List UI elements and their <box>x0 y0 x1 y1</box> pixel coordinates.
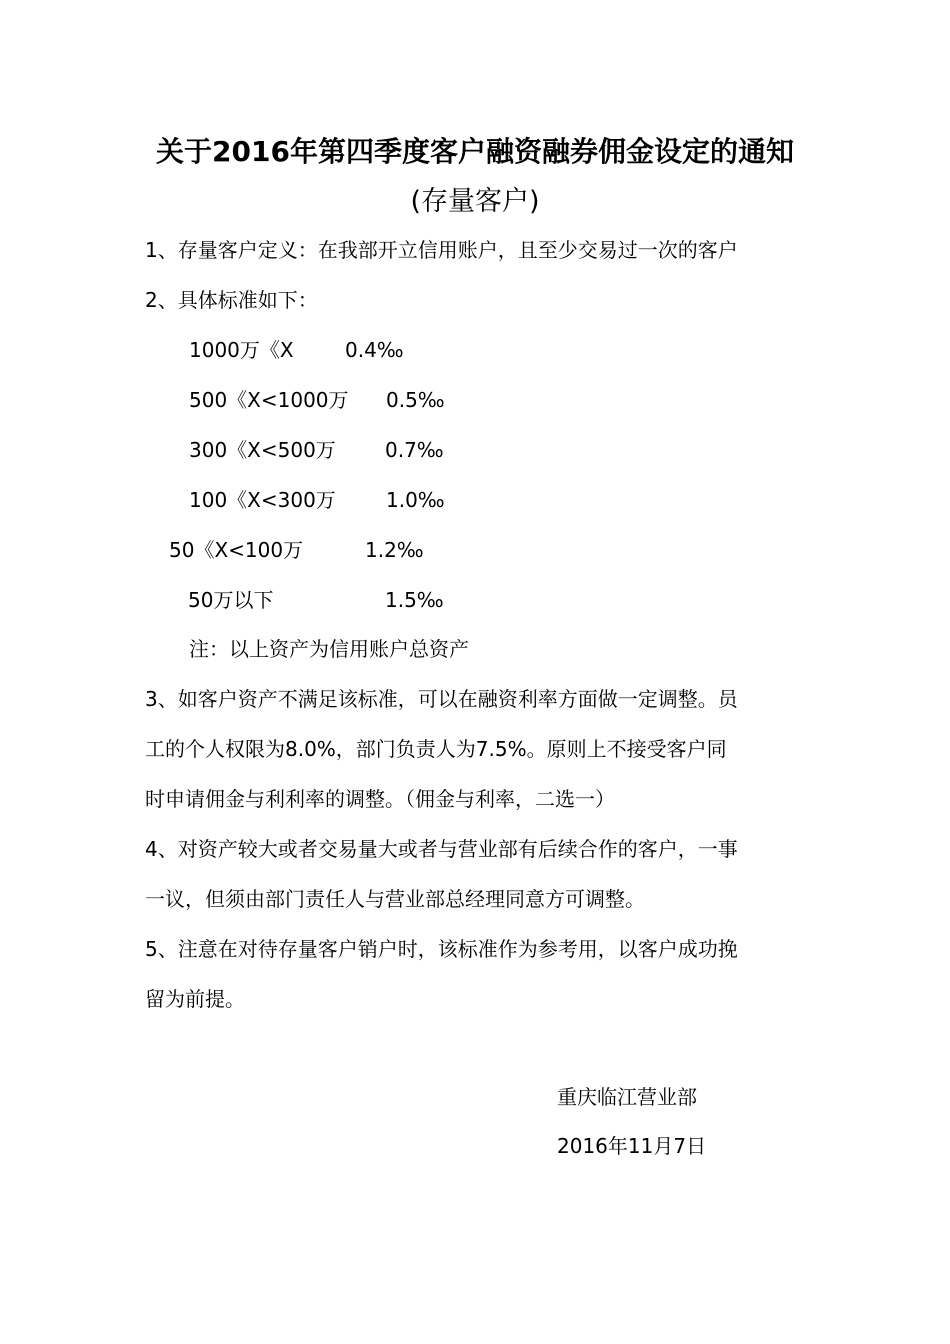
tier-range-6: 50万以下 <box>188 588 274 612</box>
paragraph-5-line-2: 留为前提。 <box>145 987 245 1011</box>
tier-range-5: 50《X<100万 <box>169 538 304 562</box>
item-definition: 1、存量客户定义：在我部开立信用账户，且至少交易过一次的客户 <box>145 238 738 262</box>
tier-rate-5: 1.2‰ <box>365 538 424 562</box>
item-standard-heading: 2、具体标准如下： <box>145 288 318 312</box>
document-title: 关于2016年第四季度客户融资融券佣金设定的通知 <box>156 135 794 168</box>
tier-rate-6: 1.5‰ <box>385 588 444 612</box>
tier-rate-2: 0.5‰ <box>386 388 445 412</box>
tier-range-1: 1000万《X <box>189 338 294 362</box>
tier-rate-4: 1.0‰ <box>386 488 445 512</box>
paragraph-3-line-1: 3、如客户资产不满足该标准，可以在融资利率方面做一定调整。员 <box>145 687 738 711</box>
tier-rate-3: 0.7‰ <box>385 438 444 462</box>
tier-rate-1: 0.4‰ <box>345 338 404 362</box>
paragraph-4-line-1: 4、对资产较大或者交易量大或者与营业部有后续合作的客户，一事 <box>145 837 738 861</box>
tier-range-2: 500《X<1000万 <box>189 388 349 412</box>
signature-date: 2016年11月7日 <box>557 1134 707 1158</box>
tier-range-4: 100《X<300万 <box>189 488 336 512</box>
paragraph-3-line-3: 时申请佣金与利利率的调整。（佣金与利率，二选一） <box>145 787 615 811</box>
document-subtitle: (存量客户) <box>410 186 540 217</box>
tier-note: 注：以上资产为信用账户总资产 <box>189 637 469 661</box>
paragraph-4-line-2: 一议，但须由部门责任人与营业部总经理同意方可调整。 <box>145 887 645 911</box>
paragraph-5-line-1: 5、注意在对待存量客户销户时，该标准作为参考用，以客户成功挽 <box>145 937 738 961</box>
tier-range-3: 300《X<500万 <box>189 438 336 462</box>
paragraph-3-line-2: 工的个人权限为8.0%，部门负责人为7.5%。原则上不接受客户同 <box>145 737 727 761</box>
signature-department: 重庆临江营业部 <box>557 1085 697 1109</box>
